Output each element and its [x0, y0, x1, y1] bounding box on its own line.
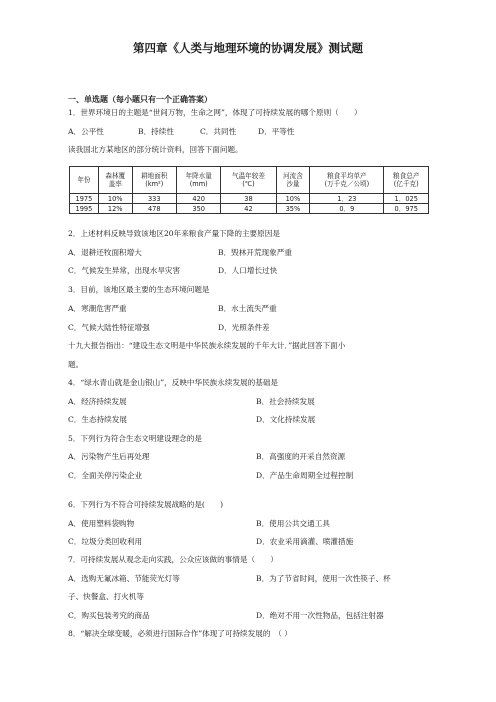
q6-option-b: B．使用公共交通工具 [256, 519, 330, 528]
table-cell: 0．975 [384, 204, 429, 214]
q2-option-b: B．毁林开荒现象严重 [218, 248, 292, 257]
table-header-cell: 年降水量 (mm) [177, 167, 221, 194]
table-cell: 10% [276, 194, 310, 204]
table-cell: 478 [132, 204, 176, 214]
q7-option-b: B．为了节省时间，使用一次性筷子、杯 [256, 574, 391, 583]
q7-option-a: A．选购无氟冰箱、节能荧光灯等 [68, 574, 180, 583]
q6-option-c: C．垃圾分类回收利用 [68, 537, 143, 546]
q4-option-d: D．文化持续发展 [256, 415, 316, 424]
question-8-stem: 8．“解决全球变暖，必须进行国际合作”体现了可持续发展的 （ ） [68, 629, 292, 638]
table-cell: 42 [221, 204, 276, 214]
q4-option-a: A．经济持续发展 [68, 397, 127, 406]
q3-option-d: D．光照条件差 [218, 323, 270, 332]
table-row [70, 194, 429, 204]
q4-option-c: C．生态持续发展 [68, 415, 127, 424]
statistics-table [69, 166, 429, 214]
table-header-cell: 耕地面积 (km²) [132, 167, 176, 194]
q3-option-b: B．水土流失严重 [218, 304, 277, 313]
q1-option-c: C．共同性 [200, 127, 237, 136]
q3-option-c: C．气候大陆性特征增强 [68, 323, 150, 332]
report-intro-line-1: 十九大报告指出：“建设生态文明是中华民族永续发展的千年大计．”据此回答下面小 [68, 341, 346, 350]
table-cell: 1．025 [384, 194, 429, 204]
q7-option-d: D．绝对不用一次性物品，包括注射器 [256, 611, 384, 620]
q2-option-d: D．人口增长过快 [218, 266, 278, 275]
section-heading: 一、单选题（每小题只有一个正确答案） [68, 95, 212, 104]
q7-option-c: C．购买包装考究的商品 [68, 611, 150, 620]
table-row [70, 204, 429, 214]
q2-option-c: C．气候发生异常，出现水旱灾害 [68, 266, 181, 275]
question-4-stem: 4．“绿水青山就是金山银山”，反映中华民族永续发展的基础是 [68, 378, 279, 387]
q6-option-a: A．使用塑料袋购物 [68, 519, 135, 528]
table-cell: 1．23 [310, 194, 384, 204]
q5-option-b: B．高强度的开采自然资源 [256, 452, 346, 461]
table-header-cell: 年份 [70, 167, 99, 194]
question-6-stem: 6．下列行为不符合可持续发展战略的是( ) [68, 500, 224, 509]
question-1-stem: 1．世界环境日的主题是“世间万物，生命之网”，体现了可持续发展的哪个原则（ ） [68, 108, 362, 117]
table-cell: 1975 [70, 194, 99, 204]
table-cell: 12% [98, 204, 132, 214]
question-3-stem: 3．目前，该地区最主要的生态环境问题是 [68, 285, 210, 294]
table-header-cell: 粮食平均单产 (万千克／公顷) [310, 167, 384, 194]
table-cell: 35% [276, 204, 310, 214]
q1-option-d: D．平等性 [258, 127, 295, 136]
q5-option-d: D．产品生命周期全过程控制 [256, 471, 354, 480]
q7-option-b-continued: 子、快餐盒、打火机等 [68, 592, 144, 601]
q5-option-a: A．污染物产生后再处理 [68, 452, 150, 461]
page-title: 第四章《人类与地理环境的协调发展》测试题 [133, 41, 363, 55]
table-header-cell: 粮食总产 (亿千克) [384, 167, 429, 194]
q1-option-a: A．公平性 [68, 127, 104, 136]
table-cell: 350 [177, 204, 221, 214]
table-cell: 0．9 [310, 204, 384, 214]
q2-option-a: A．退耕还牧面积增大 [68, 248, 142, 257]
table-header-cell: 河流含 沙量 [276, 167, 310, 194]
table-header-cell: 气温年较差 (℃) [221, 167, 276, 194]
table-header-cell: 森林覆 盖率 [98, 167, 132, 194]
question-7-stem: 7．可持续发展从观念走向实践，公众应该做的事情是（ ） [68, 555, 278, 564]
table-cell: 420 [177, 194, 221, 204]
report-intro-line-2: 题。 [68, 360, 84, 369]
q5-option-c: C．全面关停污染企业 [68, 471, 143, 480]
table-cell: 1995 [70, 204, 99, 214]
q6-option-d: D．农业采用滴灌、喷灌措施 [256, 537, 354, 546]
material-intro: 读我国北方某地区的部分统计资料，回答下面问题。 [68, 145, 243, 154]
q4-option-b: B．社会持续发展 [256, 397, 315, 406]
q1-option-b: B．持续性 [138, 127, 174, 136]
table-cell: 10% [98, 194, 132, 204]
table-cell: 38 [221, 194, 276, 204]
table-header-row [70, 167, 429, 194]
table-cell: 333 [132, 194, 176, 204]
q3-option-a: A．寒潮危害严重 [68, 304, 127, 313]
question-2-stem: 2．上述材料反映导致该地区20年来粮食产量下降的主要原因是 [68, 229, 280, 238]
question-5-stem: 5．下列行为符合生态文明建设理念的是 [68, 434, 202, 443]
